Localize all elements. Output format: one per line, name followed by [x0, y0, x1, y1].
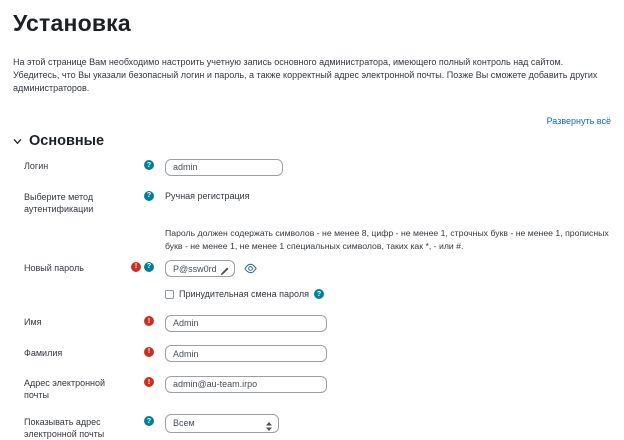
- email-label: Адрес электронной почты: [24, 378, 106, 401]
- email-visibility-label: Показывать адрес электронной почты: [24, 417, 105, 440]
- expand-all-row: [13, 111, 611, 129]
- email-input[interactable]: [165, 376, 327, 393]
- new-password-label: Новый пароль: [24, 262, 84, 273]
- form-row-auth-method: [13, 188, 611, 215]
- required-icon: !: [131, 262, 141, 272]
- password-policy-hint: Пароль должен содержать символов - не менее 8, цифр - не менее 1, строчных букв - не менее 1, прописных букв - не менее 1, не менее 1 специальных символов, таких как *, - или #.: [165, 227, 609, 251]
- form-row-force-password-change: [13, 289, 611, 299]
- lastname-input[interactable]: [165, 345, 327, 362]
- form-row-password-hint: [13, 227, 611, 253]
- help-icon[interactable]: ?: [314, 289, 324, 299]
- form-row-email: [13, 374, 611, 401]
- email-visibility-select[interactable]: [165, 414, 279, 433]
- force-password-change-line: [165, 289, 611, 299]
- force-password-change-checkbox[interactable]: [165, 290, 174, 299]
- intro-text: На этой странице Вам необходимо настроить учетную запись основного администратора, имеющего полный контроль над сайтом. Убедитесь, что Вы указали безопасный логин и пароль, а также корректный адрес электронной почты. Позже Вы сможете добавить других администраторов.: [13, 57, 598, 93]
- section-header-general[interactable]: [13, 133, 611, 149]
- force-password-change-label: Принудительная смена пароля: [179, 289, 309, 300]
- email-visibility-select-wrap: [165, 413, 279, 433]
- required-icon: !: [144, 377, 154, 387]
- username-input[interactable]: [165, 159, 283, 176]
- help-icon[interactable]: ?: [144, 191, 154, 201]
- expand-all-link[interactable]: Развернуть всё: [546, 116, 611, 126]
- lastname-label: Фамилия: [24, 347, 63, 358]
- help-icon[interactable]: ?: [144, 262, 154, 272]
- auth-method-value: Ручная регистрация: [165, 190, 250, 201]
- form-row-lastname: [13, 344, 611, 363]
- section-title: Основные: [29, 133, 105, 149]
- page-title: Установка: [13, 10, 131, 36]
- firstname-label: Имя: [24, 317, 42, 328]
- show-password-eye-icon[interactable]: [244, 261, 257, 278]
- required-icon: !: [144, 347, 154, 357]
- help-icon[interactable]: ?: [144, 160, 154, 170]
- password-field-wrap: [165, 259, 235, 278]
- auth-method-label: Выберите метод аутентификации: [24, 191, 94, 214]
- form-row-firstname: [13, 313, 611, 332]
- firstname-input[interactable]: [165, 315, 327, 332]
- edit-pencil-icon: [220, 263, 229, 281]
- admin-account-form: [13, 157, 611, 440]
- help-icon[interactable]: ?: [144, 416, 154, 426]
- form-row-username: [13, 157, 611, 176]
- form-row-new-password: [13, 259, 611, 278]
- required-icon: !: [144, 316, 154, 326]
- form-row-email-visibility: [13, 413, 611, 440]
- chevron-down-icon: [13, 137, 22, 146]
- username-label: Логин: [24, 161, 49, 171]
